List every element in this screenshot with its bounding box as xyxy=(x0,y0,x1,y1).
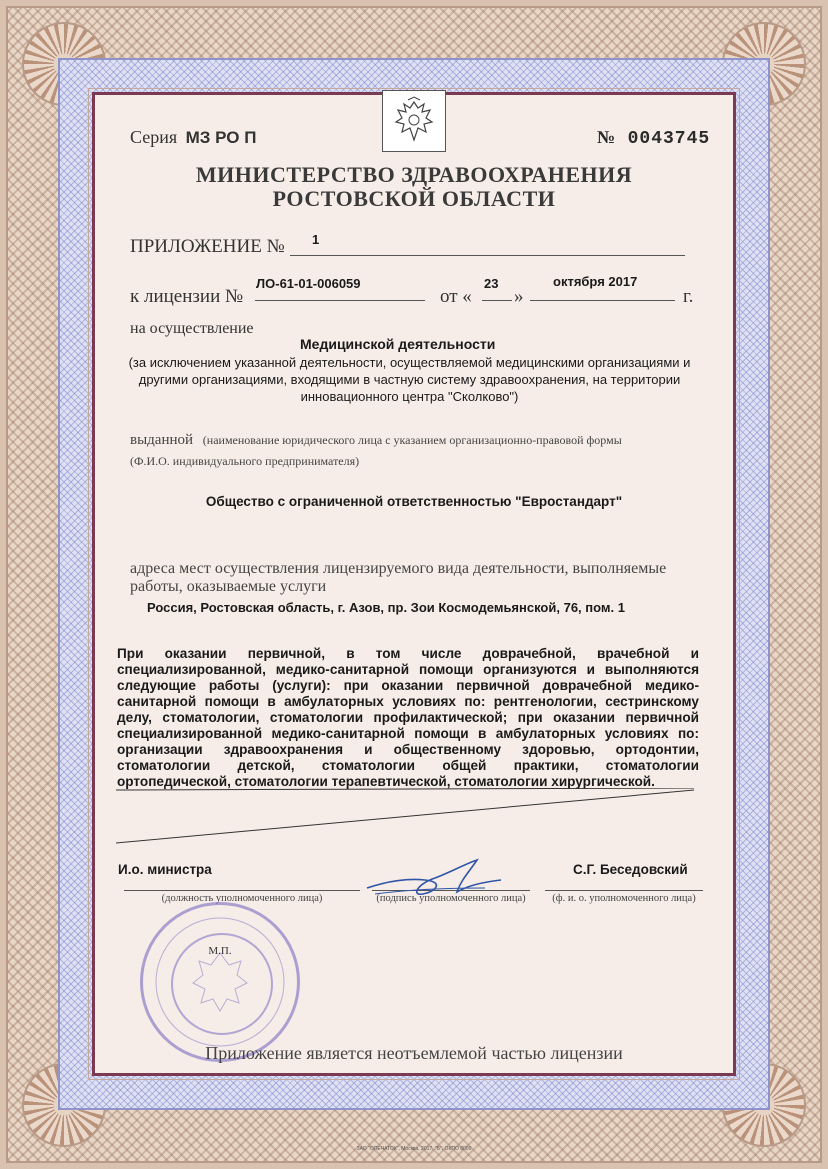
position-line xyxy=(124,890,360,891)
appendix-number: 1 xyxy=(312,232,320,247)
caption-position: (должность уполномоченного лица) xyxy=(161,893,323,904)
name-line xyxy=(545,890,703,891)
number-value: 0043745 xyxy=(627,129,711,149)
ministry-title-line1: МИНИСТЕРСТВО ЗДРАВООХРАНЕНИЯ xyxy=(195,162,633,187)
appendix-label: ПРИЛОЖЕНИЕ № xyxy=(130,236,285,257)
eagle-icon xyxy=(392,96,436,146)
organization-name: Общество с ограниченной ответственностью "Евростандарт" xyxy=(205,494,623,509)
ministry-title-line2: РОСТОВСКОЙ ОБЛАСТИ xyxy=(272,186,556,211)
issued-hint-1: (наименование юридического лица с указанием организационно-правовой формы xyxy=(202,433,622,447)
series-value: МЗ РО П xyxy=(185,128,257,147)
signer-name: С.Г. Беседовский xyxy=(573,862,688,877)
appendix-line xyxy=(290,228,685,256)
date-month-year: октября 2017 xyxy=(553,274,638,289)
license-number: ЛО-61-01-006059 xyxy=(256,276,361,291)
caption-signature: (подпись уполномоченного лица) xyxy=(376,893,526,904)
address: Россия, Ростовская область, г. Азов, пр. Зои Космодемьянской, 76, пом. 1 xyxy=(147,600,625,615)
stamp-label: М.П. xyxy=(208,945,232,957)
license-label: к лицензии № xyxy=(130,286,244,307)
printer-line: ЗАО "ОПЕЧАТОК", Москва, 2017, "Б", ОКПО 8000 xyxy=(356,1146,472,1152)
activity-title: Медицинской деятельности xyxy=(300,336,496,352)
coat-of-arms-emblem xyxy=(382,90,446,152)
date-day: 23 xyxy=(484,276,499,291)
footer-note: Приложение является неотъемлемой частью лицензии xyxy=(205,1043,623,1063)
date-close-label: » xyxy=(514,286,524,307)
signer-position: И.о. министра xyxy=(118,862,212,877)
activity-note: (за исключением указанной деятельности, осуществляемой медицинскими организациями и другими организациями, входящими в частную систему здравоохранения, на территории инновационного центра "Сколково") xyxy=(128,355,691,404)
series-field xyxy=(130,127,256,148)
works-paragraph: При оказании первичной, в том числе доврачебной, врачебной и специализированной, медико-санитарной помощи организуются и выполняются следующие работы (услуги): при оказании первичной доврачебной медико-санитарной помощи в амбулаторных условиях по: рентгенологии, сестринскому делу, стоматологии, стоматологии профилактической; при оказании первичной специализированной медико-санитарной помощи в амбулаторных условиях по: организации здравоохранения и общественному здоровью, ортодонтии, стоматологии детской, стоматологии общей практики, стоматологии ортопедической, стоматологии терапевтической, стоматологии хирургической. xyxy=(117,646,699,789)
strike-lines xyxy=(116,788,694,844)
number-label: № xyxy=(597,127,616,147)
issued-hint-2: (Ф.И.О. индивидуального предпринимателя) xyxy=(130,454,360,468)
date-open-label: от « xyxy=(440,286,472,307)
series-label: Серия xyxy=(130,127,178,147)
caption-name: (ф. и. о. уполномоченного лица) xyxy=(552,893,696,904)
issued-row xyxy=(130,432,690,449)
year-suffix: г. xyxy=(683,286,694,307)
issued-label: выданной xyxy=(130,432,194,448)
activity-label: на осуществление xyxy=(130,320,254,337)
form-number xyxy=(597,127,710,149)
official-stamp xyxy=(140,902,300,1062)
addresses-label: адреса мест осуществления лицензируемого вида деятельности, выполняемые работы, оказываемые услуги xyxy=(130,560,667,595)
handwritten-signature xyxy=(365,858,505,904)
